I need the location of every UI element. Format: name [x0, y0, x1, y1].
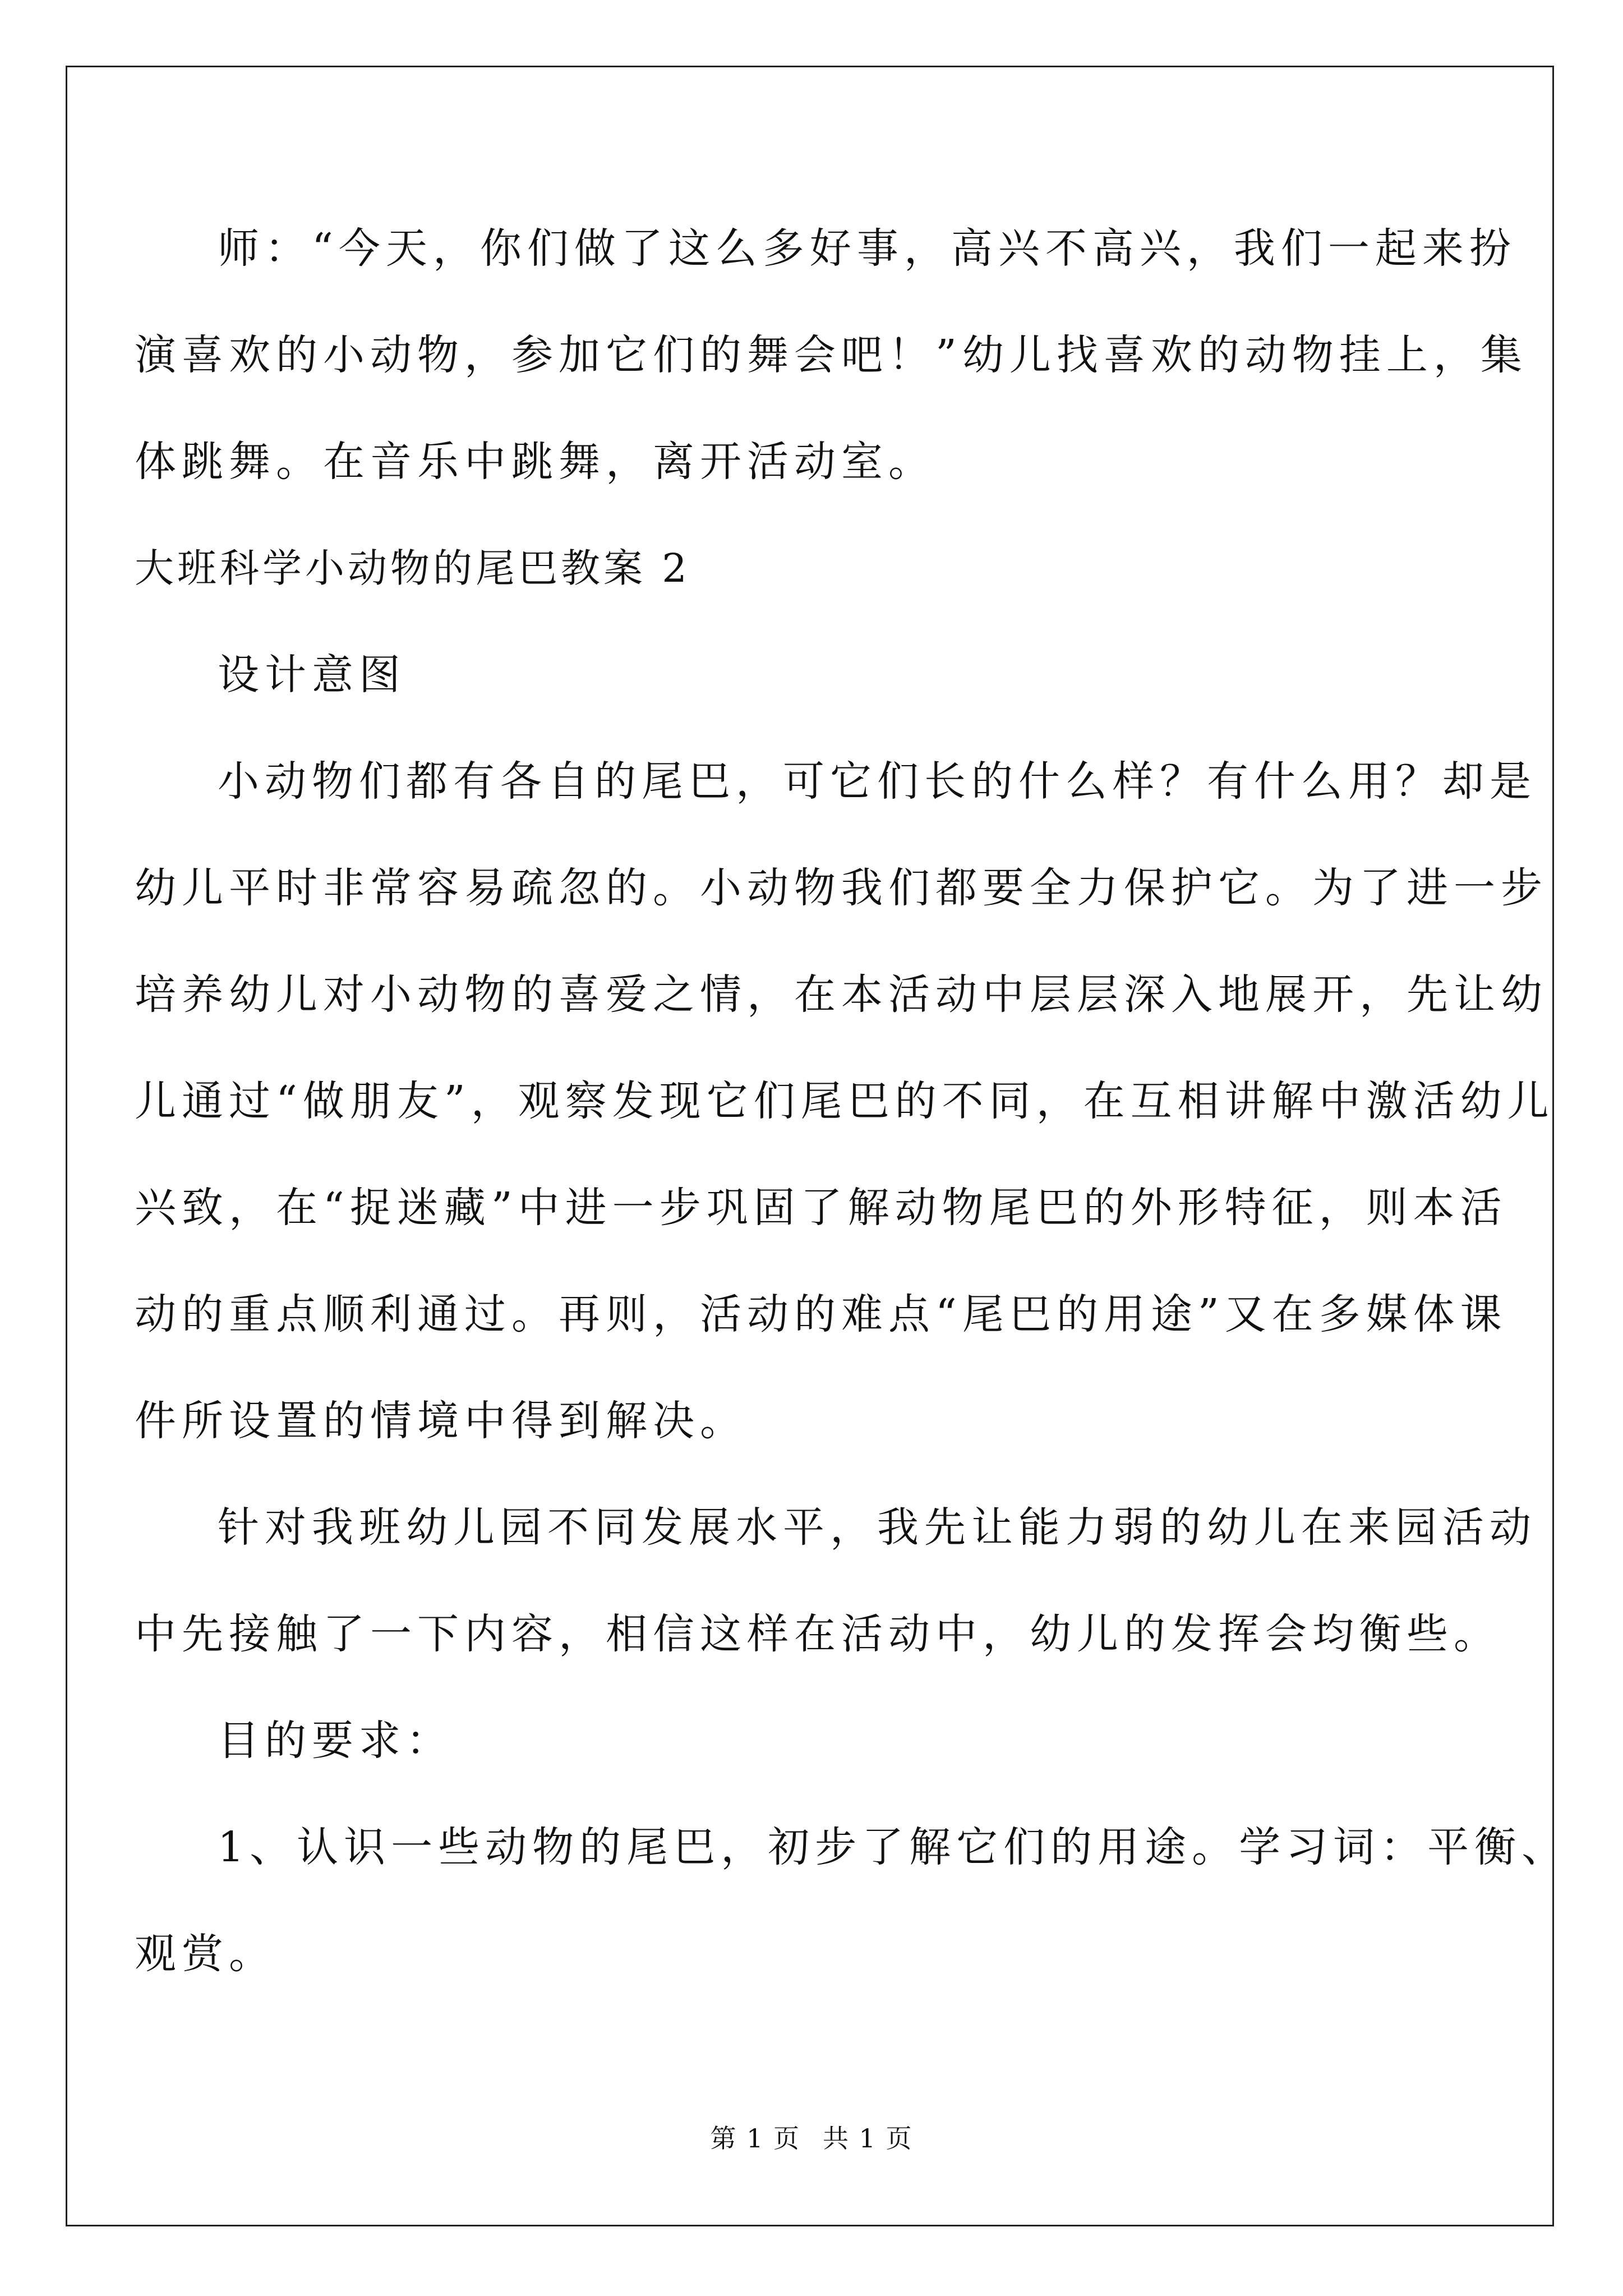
page-border	[66, 66, 1554, 2226]
page-total: 共 1 页	[823, 2123, 913, 2154]
paragraph-line: 师：“今天，你们做了这么多好事，高兴不高兴，我们一起来扮	[218, 224, 1516, 273]
paragraph-line: 儿通过“做朋友”，观察发现它们尾巴的不同，在互相讲解中激活幼儿	[135, 1077, 1555, 1125]
page-number: 第 1 页	[710, 2123, 800, 2154]
page-footer	[0, 2122, 1623, 2155]
paragraph-line: 兴致，在“捉迷藏”中进一步巩固了解动物尾巴的外形特征，则本活	[135, 1184, 1507, 1232]
paragraph-line: 中先接触了一下内容，相信这样在活动中，幼儿的发挥会均衡些。	[135, 1610, 1501, 1658]
section-heading: 大班科学小动物的尾巴教案 2	[135, 545, 690, 591]
paragraph-line: 幼儿平时非常容易疏忽的。小动物我们都要全力保护它。为了进一步	[135, 864, 1548, 912]
subheading: 目的要求：	[218, 1717, 453, 1765]
paragraph-line: 动的重点顺利通过。再则，活动的难点“尾巴的用途”又在多媒体课	[135, 1290, 1507, 1338]
paragraph-line: 体跳舞。在音乐中跳舞，离开活动室。	[135, 438, 935, 486]
list-item-continuation: 观赏。	[135, 1930, 276, 1978]
paragraph-line: 小动物们都有各自的尾巴，可它们长的什么样？有什么用？却是	[218, 757, 1537, 806]
subheading: 设计意图	[218, 651, 406, 699]
paragraph-line: 针对我班幼儿园不同发展水平，我先让能力弱的幼儿在来园活动	[218, 1503, 1537, 1552]
paragraph-line: 培养幼儿对小动物的喜爱之情，在本活动中层层深入地展开，先让幼	[135, 970, 1548, 1019]
list-item: 1、认识一些动物的尾巴，初步了解它们的用途。学习词：平衡、	[218, 1823, 1569, 1871]
paragraph-line: 件所设置的情境中得到解决。	[135, 1397, 747, 1445]
paragraph-line: 演喜欢的小动物，参加它们的舞会吧！”幼儿找喜欢的动物挂上，集	[135, 331, 1528, 379]
